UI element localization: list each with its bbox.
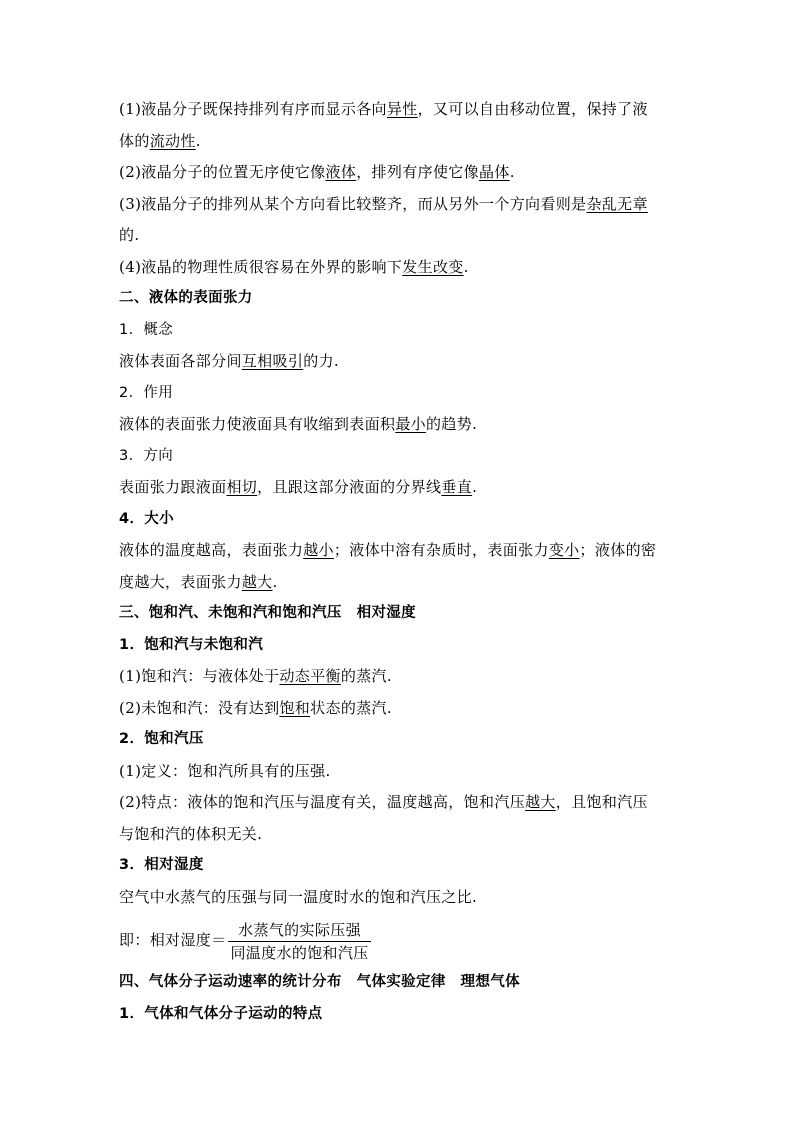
text-segment: ，且饱和汽压 — [555, 793, 648, 811]
text-segment: 2．饱和汽压 — [119, 731, 204, 747]
text-segment: . — [272, 572, 278, 591]
text-segment: . — [509, 163, 515, 181]
underlined-answer: 发生改变 — [402, 257, 464, 276]
text-segment: 3．方向 — [119, 447, 174, 464]
underlined-answer: 相切 — [226, 478, 258, 496]
underlined-answer: 异性 — [386, 100, 418, 118]
paragraph-line — [119, 661, 679, 693]
document-page — [119, 94, 679, 1030]
paragraph-line — [119, 126, 679, 158]
text-segment: (4)液晶的物理性质很容易在外界的影响下 — [119, 257, 403, 276]
text-segment: . — [472, 478, 478, 496]
fraction-bar — [228, 941, 370, 942]
text-segment: ；液体的密 — [579, 541, 657, 559]
section-heading — [119, 999, 679, 1031]
paragraph-line — [119, 346, 679, 378]
text-segment: (2)液晶分子的位置无序使它像 — [119, 163, 326, 181]
text-segment: 四、气体分子运动速率的统计分布 气体实验定律 理想气体 — [119, 974, 520, 990]
text-segment: 度越大，表面张力 — [119, 572, 242, 591]
text-segment: ，排列有序使它像 — [356, 163, 480, 181]
paragraph-line — [119, 756, 679, 788]
text-segment: 液体表面各部分间 — [119, 352, 242, 370]
relative-humidity-formula — [119, 915, 679, 967]
paragraph-line — [119, 882, 679, 914]
paragraph-line — [119, 157, 679, 189]
text-segment: 1．气体和气体分子运动的特点 — [119, 1005, 323, 1022]
text-segment: 的力. — [303, 352, 340, 370]
text-segment: 4．大小 — [119, 510, 174, 527]
subsection-heading — [119, 441, 679, 473]
text-segment: 的. — [119, 226, 140, 244]
section-heading — [119, 504, 679, 536]
paragraph-line — [119, 787, 679, 819]
text-segment: . — [463, 257, 469, 276]
text-segment: 空气中水蒸气的压强与同一温度时水的饱和汽压之比. — [119, 887, 478, 906]
text-segment: ，且跟这部分液面的分界线 — [257, 478, 442, 496]
text-segment: 状态的蒸汽. — [310, 698, 393, 717]
underlined-answer: 饱和 — [279, 698, 311, 717]
text-segment: (1)液晶分子既保持排列有序而显示各向 — [119, 100, 387, 118]
formula-numerator: 水蒸气的实际压强 — [238, 920, 361, 939]
text-segment: 体的 — [119, 131, 150, 150]
paragraph-line — [119, 220, 679, 252]
section-heading — [119, 724, 679, 756]
subsection-heading — [119, 378, 679, 410]
text-segment: 的趋势. — [426, 415, 478, 433]
section-heading — [119, 598, 679, 630]
text-segment: 的蒸汽. — [340, 667, 393, 685]
formula-prefix: 即：相对湿度＝ — [119, 931, 227, 950]
text-segment: 二、液体的表面张力 — [119, 290, 253, 306]
text-segment: ；液体中溶有杂质时，表面张力 — [333, 541, 549, 559]
underlined-answer: 晶体 — [479, 163, 510, 181]
text-segment: (2)未饱和汽：没有达到 — [119, 698, 280, 717]
paragraph-line — [119, 819, 679, 851]
underlined-answer: 互相吸引 — [241, 352, 304, 370]
text-segment: ，又可以自由移动位置，保持了液 — [417, 100, 648, 118]
underlined-answer: 最小 — [395, 415, 427, 433]
paragraph-line — [119, 535, 679, 567]
underlined-answer: 动态平衡 — [279, 667, 341, 685]
text-segment: (2)特点：液体的饱和汽压与温度有关，温度越高，饱和汽压 — [119, 793, 526, 811]
paragraph-line — [119, 252, 679, 284]
text-segment: 1．饱和汽与未饱和汽 — [119, 636, 264, 653]
text-segment: 液体的温度越高，表面张力 — [119, 541, 304, 559]
underlined-answer: 越大 — [525, 793, 556, 811]
subsection-heading — [119, 315, 679, 347]
text-segment: 1．概念 — [119, 321, 174, 338]
text-segment: . — [195, 131, 201, 150]
text-segment: 三、饱和汽、未饱和汽和饱和汽压 相对湿度 — [119, 605, 416, 621]
paragraph-line — [119, 409, 679, 441]
underlined-answer: 液体 — [325, 163, 357, 181]
text-segment: 液体的表面张力使液面具有收缩到表面积 — [119, 415, 396, 433]
formula-fraction — [228, 920, 370, 963]
section-heading — [119, 283, 679, 315]
formula-denominator: 同温度水的饱和汽压 — [230, 943, 369, 962]
section-heading — [119, 850, 679, 882]
underlined-answer: 垂直 — [441, 478, 473, 496]
section-heading — [119, 967, 679, 999]
text-segment: 3．相对湿度 — [119, 857, 204, 873]
section-heading — [119, 630, 679, 662]
text-segment: (3)液晶分子的排列从某个方向看比较整齐，而从另外一个方向看则是 — [119, 194, 587, 213]
paragraph-line — [119, 567, 679, 599]
underlined-answer: 变小 — [548, 541, 580, 559]
underlined-answer: 越大 — [241, 572, 273, 591]
text-segment: 与饱和汽的体积无关. — [119, 824, 263, 843]
text-segment: (1)定义：饱和汽所具有的压强. — [119, 761, 331, 780]
underlined-answer: 越小 — [303, 541, 334, 559]
text-segment: 2．作用 — [119, 384, 174, 401]
underlined-answer: 流动性 — [149, 131, 196, 150]
text-segment: (1)饱和汽：与液体处于 — [119, 667, 280, 685]
underlined-answer: 杂乱无章 — [586, 194, 648, 213]
text-segment: 表面张力跟液面 — [119, 478, 227, 496]
paragraph-line — [119, 94, 679, 126]
paragraph-line — [119, 189, 679, 221]
paragraph-line — [119, 472, 679, 504]
paragraph-line — [119, 693, 679, 725]
